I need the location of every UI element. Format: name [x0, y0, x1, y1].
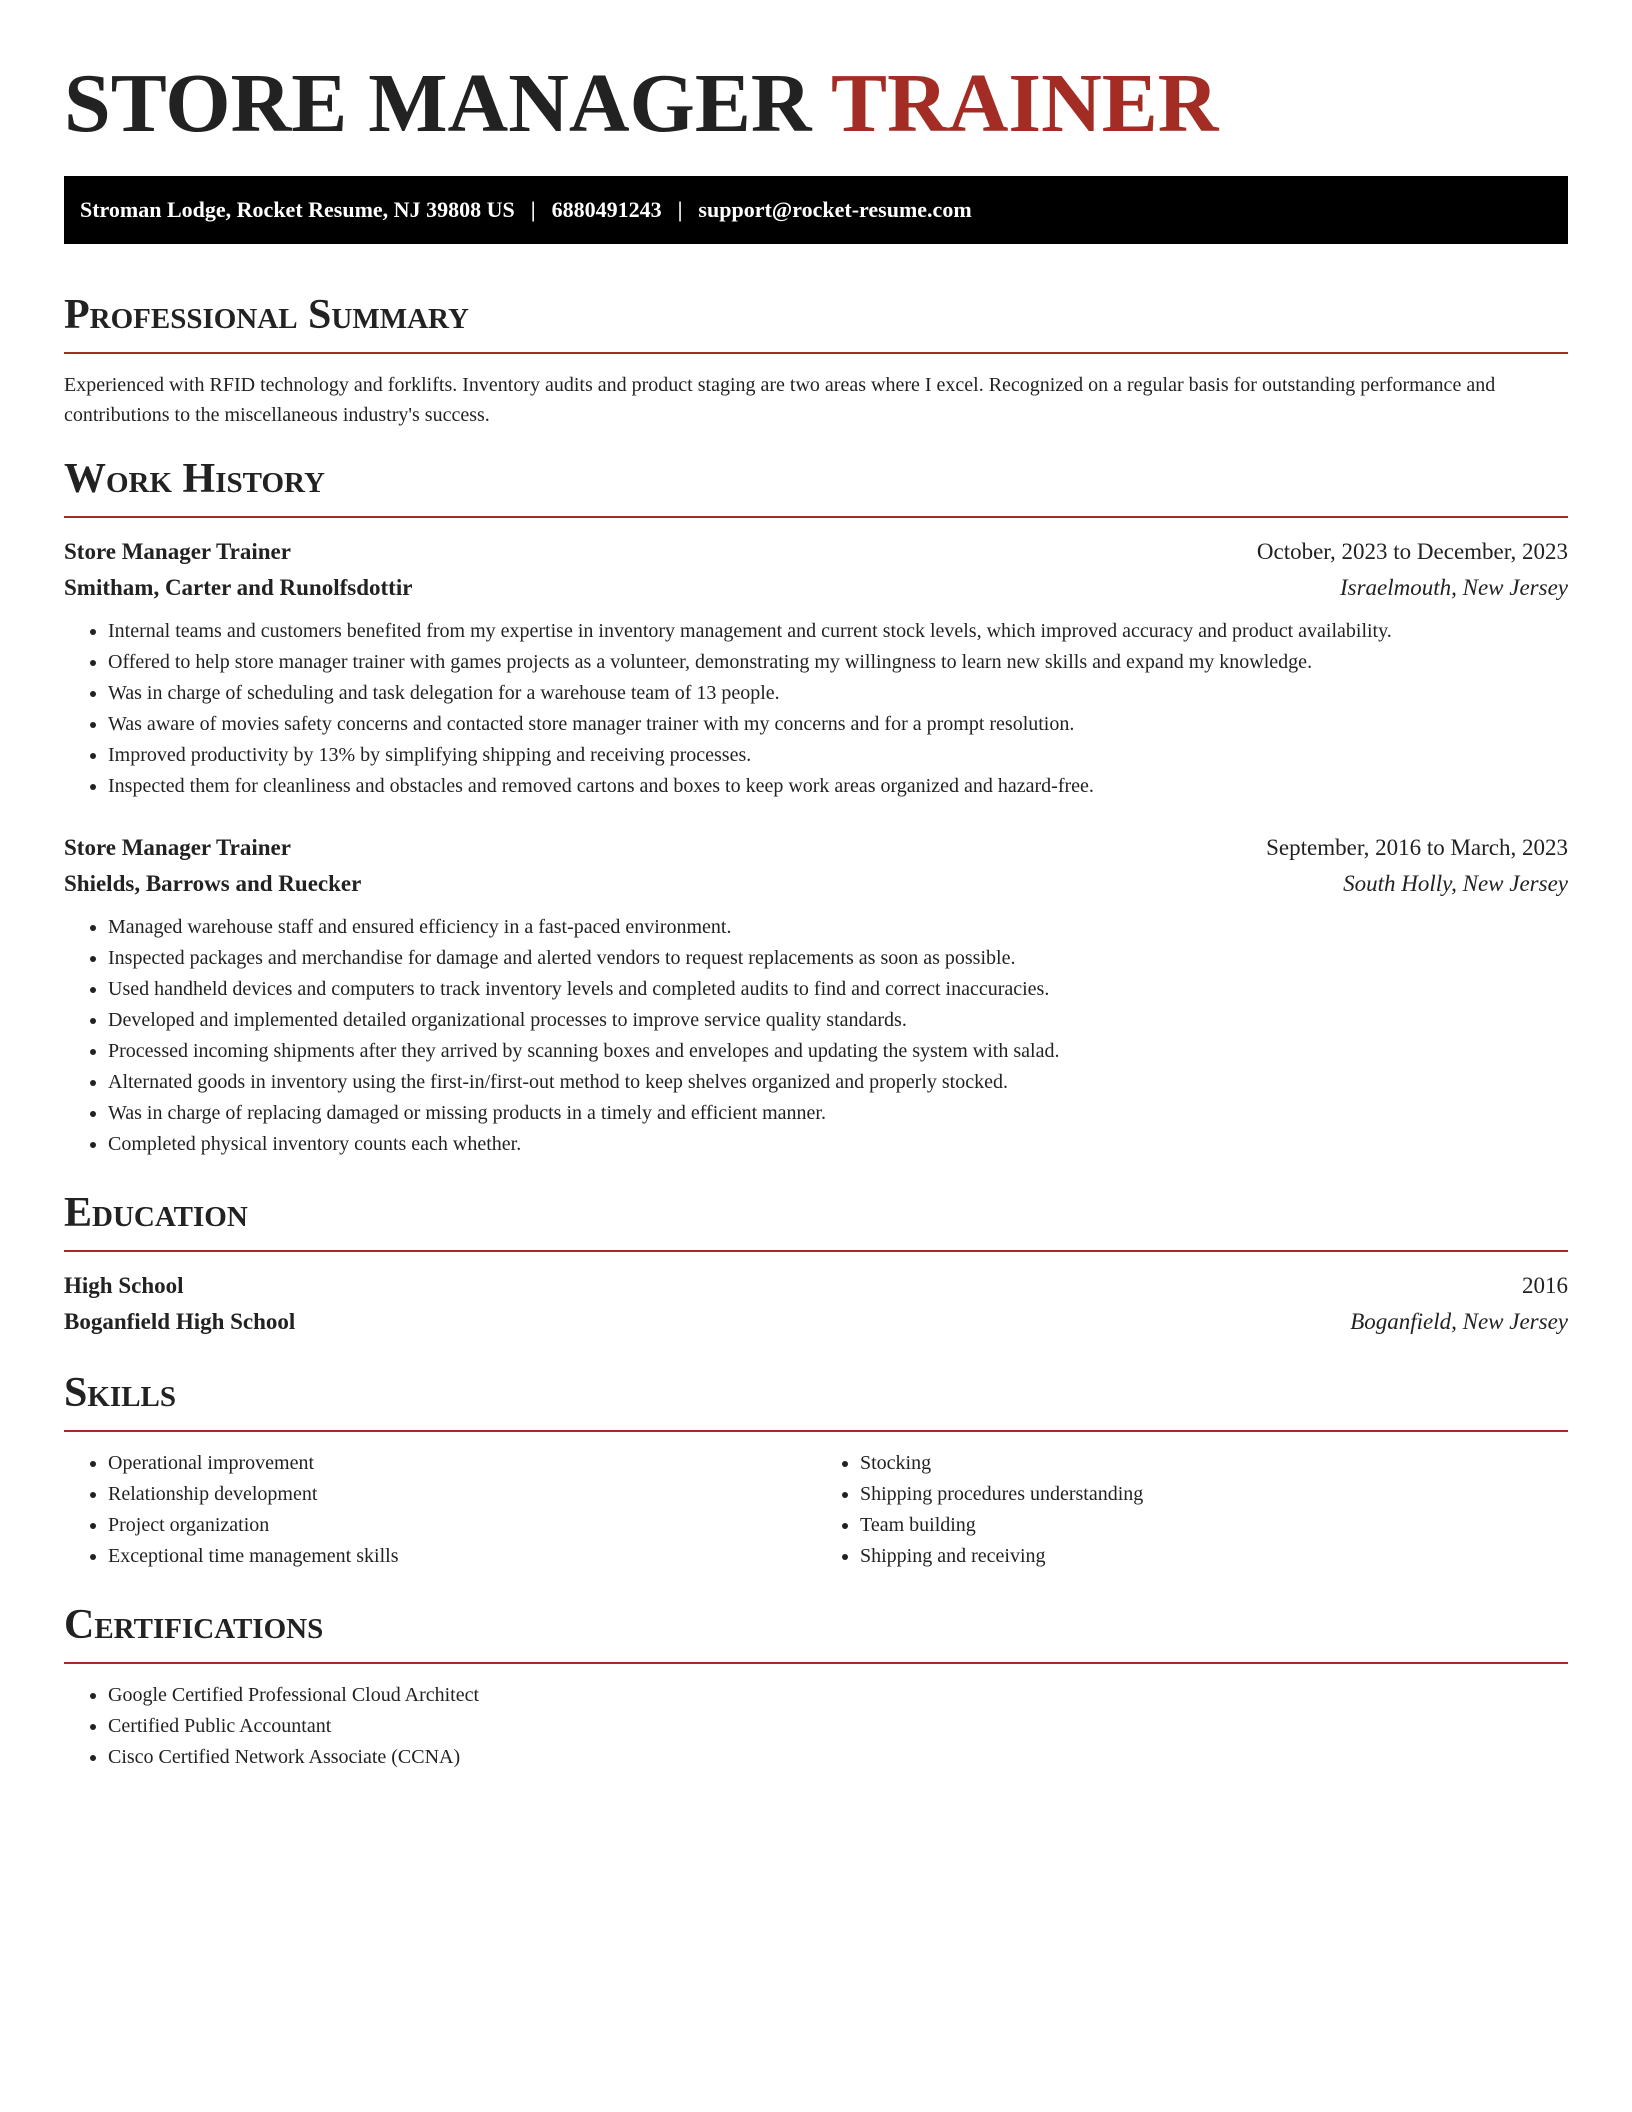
education-school-row	[64, 1304, 1568, 1340]
resume-page	[64, 56, 1568, 1773]
job-entry	[64, 830, 1568, 1160]
job-location: Israelmouth, New Jersey	[1339, 575, 1568, 600]
list-item: • Inspected them for cleanliness and obstacles and removed cartons and boxes to keep work areas organized and hazard-free.	[108, 771, 1568, 802]
list-item: • Developed and implemented detailed organizational processes to improve service quality standards.	[108, 1005, 1568, 1036]
skill-item: • Shipping and receiving	[860, 1541, 1568, 1572]
list-item: • Managed warehouse staff and ensured efficiency in a fast-paced environment.	[108, 912, 1568, 943]
section-title-certifications: Certifications	[64, 1602, 324, 1648]
job-dates: October, 2023 to December, 2023	[1256, 539, 1568, 564]
skill-item: • Team building	[860, 1510, 1568, 1541]
contact-separator: |	[530, 197, 536, 222]
contact-email[interactable]: support@rocket-resume.com	[698, 197, 972, 222]
job-header-row	[64, 534, 1568, 570]
skills-grid	[64, 1448, 1568, 1572]
section-title-work-history: Work History	[64, 456, 325, 502]
skill-item: • Shipping procedures understanding	[860, 1479, 1568, 1510]
job-bullets	[64, 616, 1568, 802]
job-dates: September, 2016 to March, 2023	[1266, 835, 1568, 860]
skills-section	[64, 1370, 1568, 1572]
candidate-name	[64, 56, 1568, 152]
education-location: Boganfield, New Jersey	[1350, 1309, 1568, 1334]
certifications-section	[64, 1602, 1568, 1773]
section-title-education: Education	[64, 1190, 248, 1236]
certification-item: • Cisco Certified Network Associate (CCNA)	[108, 1742, 1568, 1773]
section-divider	[64, 352, 1568, 354]
list-item: • Was aware of movies safety concerns and contacted store manager trainer with my concerns and for a prompt resolution.	[108, 709, 1568, 740]
job-header-row	[64, 830, 1568, 866]
skill-item: • Project organization	[108, 1510, 816, 1541]
list-item: • Used handheld devices and computers to track inventory levels and completed audits to find and correct inaccuracies.	[108, 974, 1568, 1005]
list-item: • Inspected packages and merchandise for damage and alerted vendors to request replacements as soon as possible.	[108, 943, 1568, 974]
job-company: Smitham, Carter and Runolfsdottir	[64, 575, 413, 600]
skill-item: • Relationship development	[108, 1479, 816, 1510]
list-item: • Was in charge of scheduling and task delegation for a warehouse team of 13 people.	[108, 678, 1568, 709]
section-title-skills: Skills	[64, 1370, 177, 1416]
education-section	[64, 1190, 1568, 1340]
list-item: • Processed incoming shipments after they arrived by scanning boxes and envelopes and updating the system with salad.	[108, 1036, 1568, 1067]
education-header-row	[64, 1268, 1568, 1304]
work-history-section	[64, 456, 1568, 1160]
job-company-row	[64, 866, 1568, 902]
skill-item: • Operational improvement	[108, 1448, 816, 1479]
section-divider	[64, 1430, 1568, 1432]
contact-separator: |	[677, 197, 683, 222]
education-year: 2016	[1522, 1273, 1568, 1298]
last-name: TRAINER	[831, 57, 1219, 150]
section-divider	[64, 516, 1568, 518]
job-entry	[64, 534, 1568, 802]
first-name: STORE MANAGER	[64, 57, 812, 150]
section-divider	[64, 1250, 1568, 1252]
contact-address: Stroman Lodge, Rocket Resume, NJ 39808 US	[80, 197, 515, 222]
list-item: • Improved productivity by 13% by simplifying shipping and receiving processes.	[108, 740, 1568, 771]
certification-item: • Certified Public Accountant	[108, 1711, 1568, 1742]
summary-text: Experienced with RFID technology and forklifts. Inventory audits and product staging are two areas where I excel. Recognized on a regular basis for outstanding performance and contributions to the miscellaneous industry's success.	[64, 374, 1496, 426]
education-school: Boganfield High School	[64, 1309, 296, 1334]
job-company-row	[64, 570, 1568, 606]
job-title: Store Manager Trainer	[64, 835, 291, 860]
list-item: • Completed physical inventory counts each whether.	[108, 1129, 1568, 1160]
job-location: South Holly, New Jersey	[1343, 871, 1568, 896]
section-title-summary: Professional Summary	[64, 292, 469, 338]
section-divider	[64, 1662, 1568, 1664]
job-bullets	[64, 912, 1568, 1160]
list-item: • Offered to help store manager trainer with games projects as a volunteer, demonstrating my willingness to learn new skills and expand my knowledge.	[108, 647, 1568, 678]
list-item: • Was in charge of replacing damaged or missing products in a timely and efficient manner.	[108, 1098, 1568, 1129]
certification-item: • Google Certified Professional Cloud Architect	[108, 1680, 1568, 1711]
list-item: • Alternated goods in inventory using the first-in/first-out method to keep shelves organized and properly stocked.	[108, 1067, 1568, 1098]
skill-item: • Stocking	[860, 1448, 1568, 1479]
certifications-list	[64, 1680, 1568, 1773]
list-item: • Internal teams and customers benefited from my expertise in inventory management and current stock levels, which improved accuracy and product availability.	[108, 616, 1568, 647]
job-title: Store Manager Trainer	[64, 539, 291, 564]
summary-section	[64, 292, 1568, 430]
skill-item: • Exceptional time management skills	[108, 1541, 816, 1572]
skills-column-2	[816, 1448, 1568, 1572]
contact-phone: 6880491243	[551, 197, 662, 222]
education-degree: High School	[64, 1273, 184, 1298]
job-company: Shields, Barrows and Ruecker	[64, 871, 362, 896]
contact-bar	[64, 176, 1568, 244]
skills-column-1	[64, 1448, 816, 1572]
